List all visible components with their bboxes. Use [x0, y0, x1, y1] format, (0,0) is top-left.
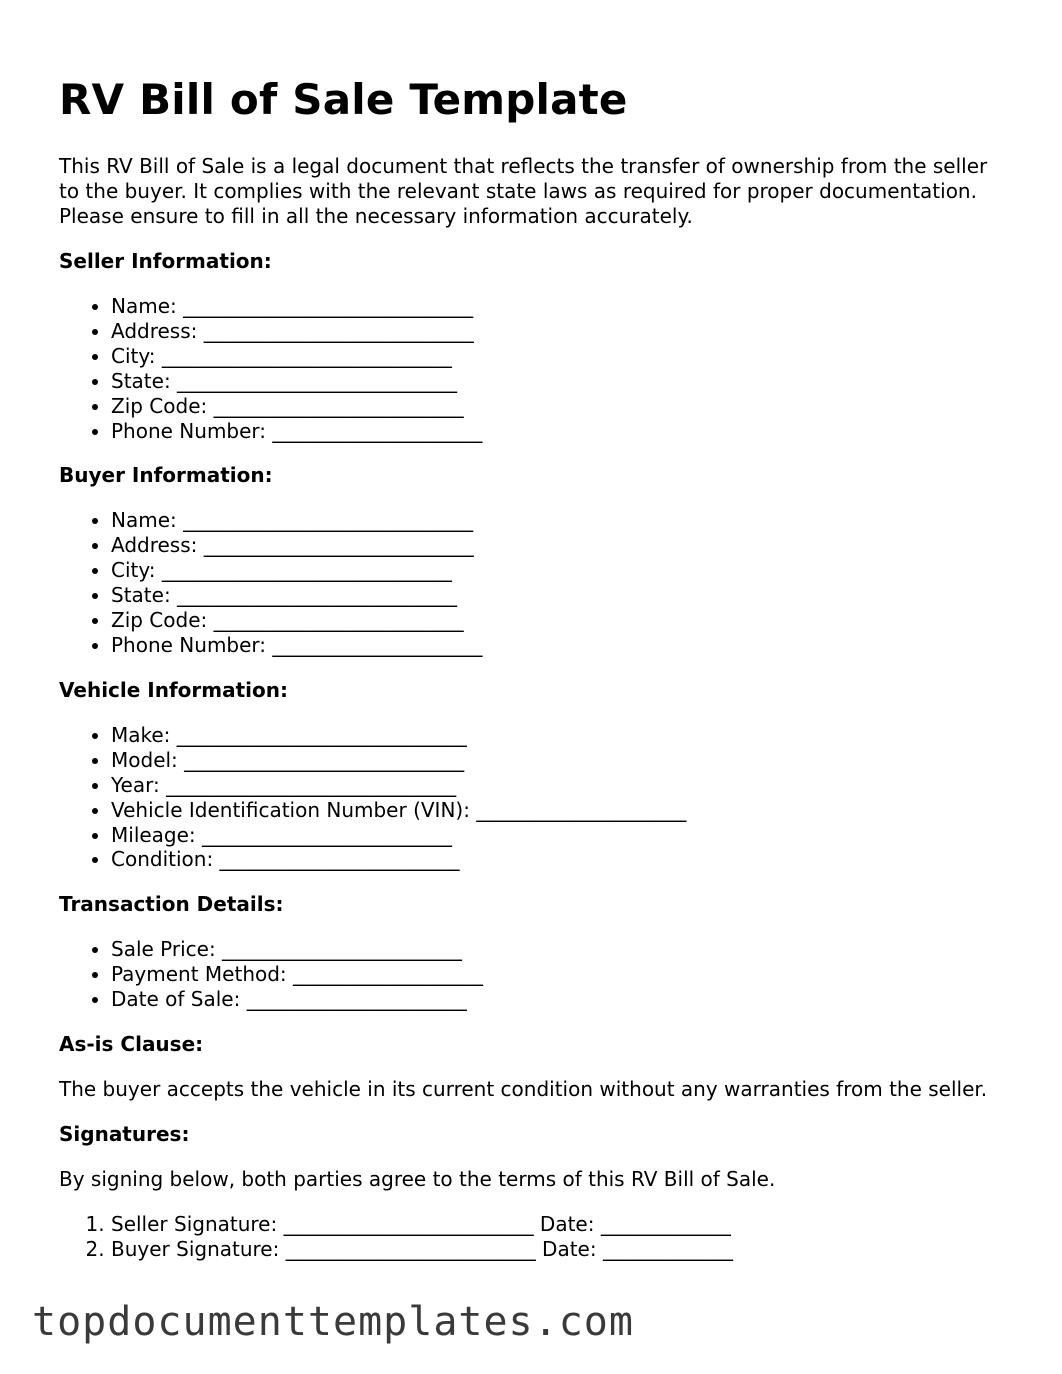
buyer-state-field: • State: ____________________________ — [111, 583, 989, 608]
page-title: RV Bill of Sale Template — [59, 75, 628, 124]
seller-name-field: • Name: _____________________________ — [111, 294, 989, 319]
document-page — [59, 74, 989, 1262]
as-is-heading: As-is Clause: — [59, 1032, 204, 1057]
buyer-name-field: • Name: _____________________________ — [111, 508, 989, 533]
vehicle-heading: Vehicle Information: — [59, 677, 288, 702]
seller-heading: Seller Information: — [59, 249, 272, 273]
vehicle-model-field: • Model: ____________________________ — [111, 748, 989, 773]
buyer-fields-list — [59, 508, 989, 657]
buyer-zip-field: • Zip Code: _________________________ — [111, 608, 989, 633]
seller-state-field: • State: ____________________________ — [111, 369, 989, 394]
seller-phone-field: • Phone Number: _____________________ — [111, 419, 989, 444]
sale-price-field: • Sale Price: ________________________ — [111, 937, 989, 962]
seller-zip-field: • Zip Code: _________________________ — [111, 394, 989, 419]
signatures-text: By signing below, both parties agree to the terms of this RV Bill of Sale. — [59, 1167, 776, 1192]
seller-signature-line: 1. Seller Signature: _________________________ Date: _____________ — [111, 1212, 989, 1237]
buyer-signature-line: 2. Buyer Signature: _________________________ Date: _____________ — [111, 1237, 989, 1262]
signatures-heading: Signatures: — [59, 1122, 190, 1147]
vehicle-mileage-field: • Mileage: _________________________ — [111, 823, 989, 848]
vehicle-condition-field: • Condition: ________________________ — [111, 847, 989, 872]
payment-method-field: • Payment Method: ___________________ — [111, 962, 989, 987]
vehicle-fields-list — [59, 723, 989, 872]
watermark-text: topdocumenttemplates.com — [32, 1299, 634, 1345]
transaction-heading: Transaction Details: — [59, 892, 284, 917]
date-of-sale-field: • Date of Sale: ______________________ — [111, 987, 989, 1012]
transaction-fields-list — [59, 937, 989, 1012]
intro-paragraph: This RV Bill of Sale is a legal document that reflects the transfer of ownership from the seller to the buyer. It complies with the relevant state laws as required for proper documentation. Please ensure to fill in all the necessary information accurately. — [59, 154, 988, 228]
signature-lines-list — [59, 1212, 989, 1262]
buyer-heading: Buyer Information: — [59, 463, 273, 488]
vehicle-year-field: • Year: _____________________________ — [111, 773, 989, 798]
buyer-address-field: • Address: ___________________________ — [111, 533, 989, 558]
as-is-text: The buyer accepts the vehicle in its current condition without any warranties from the seller. — [59, 1077, 988, 1102]
buyer-phone-field: • Phone Number: _____________________ — [111, 633, 989, 658]
vehicle-vin-field: • Vehicle Identification Number (VIN): _____________________ — [111, 798, 989, 823]
seller-city-field: • City: _____________________________ — [111, 344, 989, 369]
seller-address-field: • Address: ___________________________ — [111, 319, 989, 344]
seller-fields-list — [59, 294, 989, 443]
buyer-city-field: • City: _____________________________ — [111, 558, 989, 583]
vehicle-make-field: • Make: _____________________________ — [111, 723, 989, 748]
